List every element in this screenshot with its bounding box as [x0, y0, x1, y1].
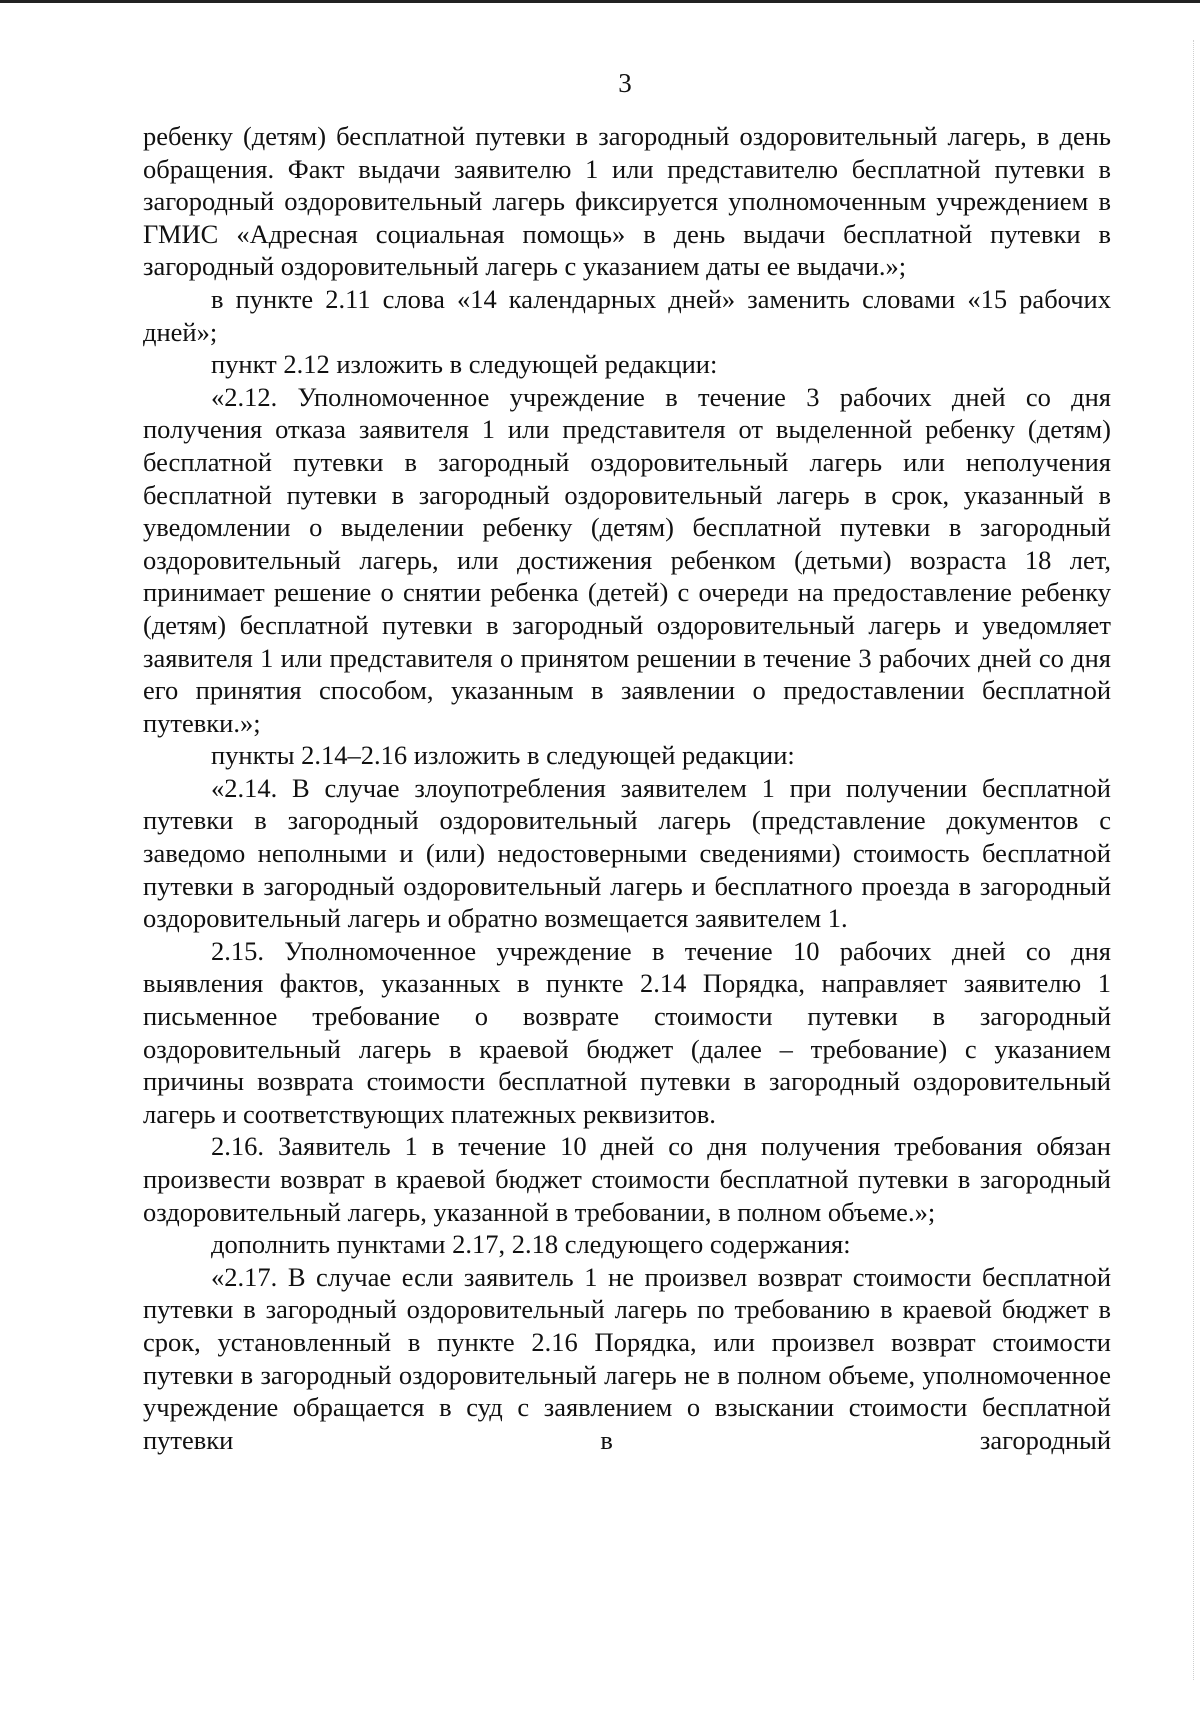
paragraph-continuation: ребенку (детям) бесплатной путевки в загородный оздоровительный лагерь, в день обращения. Факт выдачи заявителю 1 или представителю бесплатной путевки в загородный оздоровительный лагерь фиксируется уполномоченным учреждением в ГМИС «Адресная социальная помощь» в день выдачи бесплатной путевки в загородный оздоровительный лагерь с указанием даты ее выдачи.»; — [143, 121, 1111, 282]
paragraph-clause-2-12: «2.12. Уполномоченное учреждение в течение 3 рабочих дней со дня получения отказа заявителя 1 или представителя от выделенной ребенку (детям) бесплатной путевки в загородный оздоровительный лагерь или неполучения бесплатной путевки в загородный оздоровительный лагерь в срок, указанный в уведомлении о выделении ребенку (детям) бесплатной путевки в загородный оздоровительный лагерь, или достижения ребенком (детьми) возраста 18 лет, принимает решение о снятии ребенка (детей) с очереди на предоставление ребенку (детям) бесплатной путевки в загородный оздоровительный лагерь и уведомляет заявителя 1 или представителя о принятом решении в течение 3 рабочих дней со дня его принятия способом, указанным в заявлении о предоставлении бесплатной путевки.»; — [143, 381, 1111, 738]
paragraph-clause-2-15: 2.15. Уполномоченное учреждение в течение 10 рабочих дней со дня выявления фактов, указанных в пункте 2.14 Порядка, направляет заявителю 1 письменное требование о возврате стоимости путевки в загородный оздоровительный лагерь в краевой бюджет (далее – требование) с указанием причины возврата стоимости бесплатной путевки в загородный оздоровительный лагерь и соответствующих платежных реквизитов. — [143, 935, 1111, 1129]
document-body — [143, 120, 1111, 1456]
paragraph-clause-2-17: «2.17. В случае если заявитель 1 не произвел возврат стоимости бесплатной путевки в загородный оздоровительный лагерь по требованию в краевой бюджет в срок, установленный в пункте 2.16 Порядка, или произвел возврат стоимости путевки в загородный оздоровительный лагерь не в полном объеме, уполномоченное учреждение обращается в суд с заявлением о взыскании стоимости бесплатной путевки в загородный — [143, 1261, 1111, 1455]
scan-edge-dots — [1191, 40, 1194, 1680]
paragraph-amend-2-11: в пункте 2.11 слова «14 календарных дней» заменить словами «15 рабочих дней»; — [143, 283, 1111, 347]
paragraph-clause-2-16: 2.16. Заявитель 1 в течение 10 дней со дня получения требования обязан произвести возврат в краевой бюджет стоимости бесплатной путевки в загородный оздоровительный лагерь, указанной в требовании, в полном объеме.»; — [143, 1131, 1111, 1227]
paragraph-clause-2-14: «2.14. В случае злоупотребления заявителем 1 при получении бесплатной путевки в загородный оздоровительный лагерь (представление документов с заведомо неполными и (или) недостоверными сведениями) стоимость бесплатной путевки в загородный оздоровительный лагерь и бесплатного проезда в загородный оздоровительный лагерь и обратно возмещается заявителем 1. — [143, 772, 1111, 934]
paragraph-intro-2-12: пункт 2.12 изложить в следующей редакции: — [211, 349, 718, 380]
page-number: 3 — [618, 68, 632, 98]
paragraph-intro-2-17-2-18: дополнить пунктами 2.17, 2.18 следующего содержания: — [211, 1229, 851, 1260]
paragraph-intro-2-14-2-16: пункты 2.14–2.16 изложить в следующей редакции: — [211, 740, 795, 771]
top-page-edge — [0, 0, 1200, 3]
